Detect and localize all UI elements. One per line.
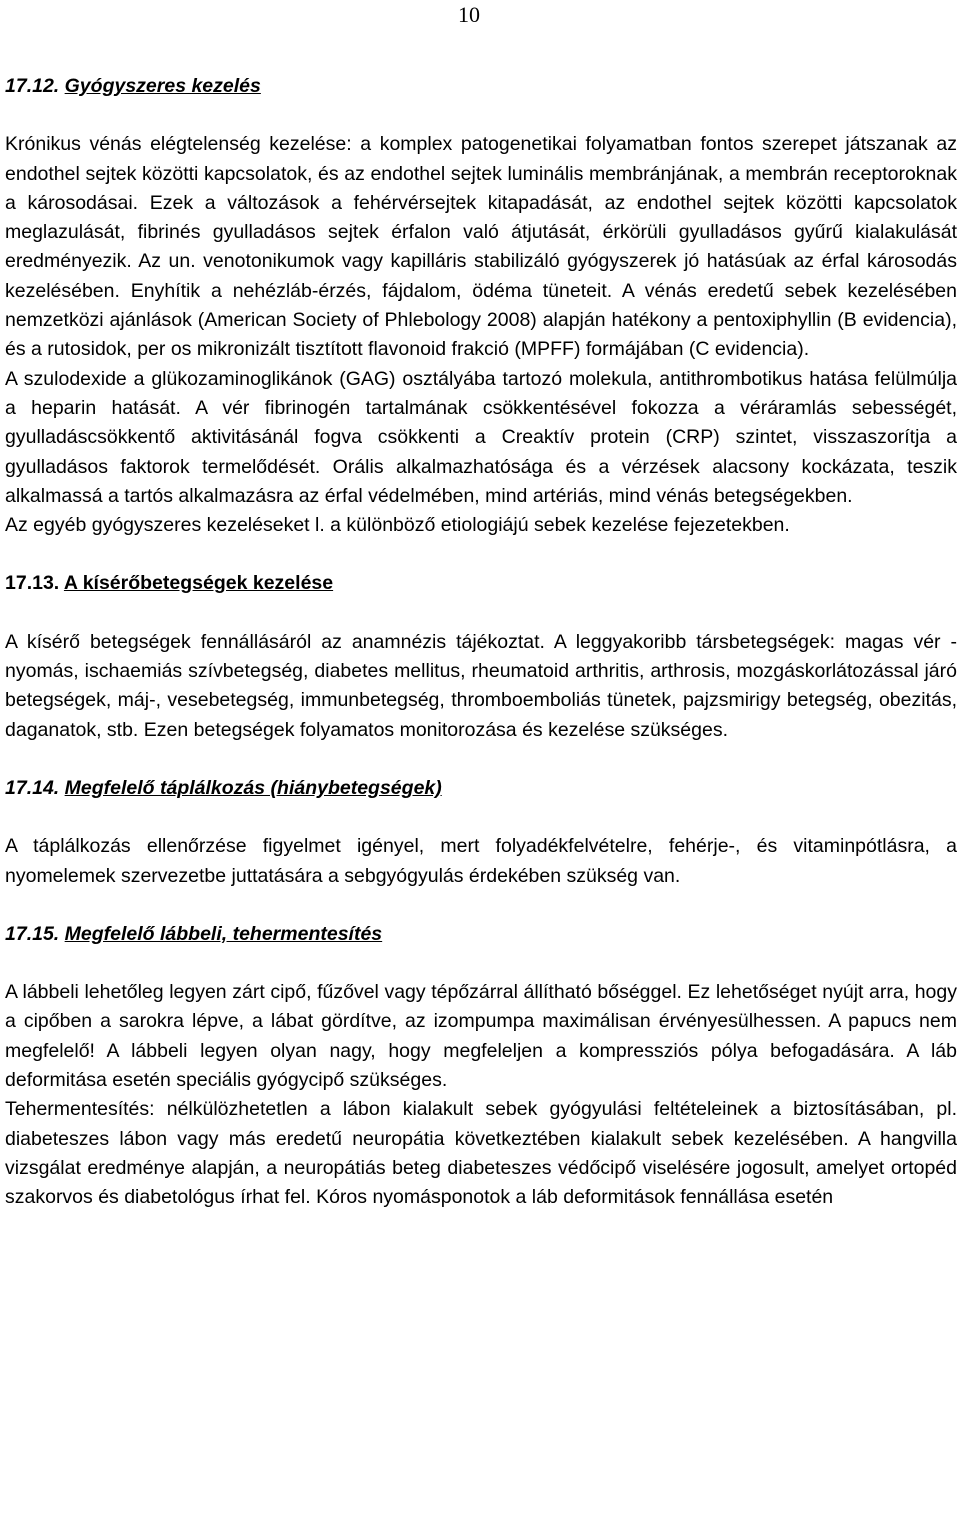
section-heading-17-15 — [5, 920, 957, 949]
document-body — [5, 72, 957, 1213]
section-number: 17.13. — [5, 572, 60, 595]
paragraph-chronic-venous: Krónikus vénás elégtelenség kezelése: a komplex patogenetikai folyamatban fontos szerepet játszanak az endothel sejtek közötti kapcsolatok, és az endothel sejtek luminális membránjának, a membrán receptoroknak a károsodásai. Ezek a változások a fehérvérsejtek kitapadását, az endothel sejtek közötti kapcsolatok meglazulását, fibrinés gyulladásos sejtek érfalon való átjutását, érkörüli gyulladásos gyűrű kialakulását eredményezik. Az un. venotonikumok vagy kapilláris stabilizáló gyógyszerek jó hatásúak az érfal károsodás kezelésében. Enyhítik a nehézláb-érzés, fájdalom, ödéma tüneteit. A vénás eredetű sebek kezelésében nemzetközi ajánlások (American Society of Phlebology 2008) alapján hatékony a pentoxiphyllin (B evidencia), és a rutosidok, per os mikronizált tisztított flavonoid frakció (MPFF) formájában (C evidencia). — [5, 133, 957, 361]
section-title: Megfelelő táplálkozás (hiánybetegségek) — [64, 776, 442, 799]
page-number: 10 — [458, 2, 480, 27]
section-title: A kísérőbetegségek kezelése — [63, 572, 334, 595]
paragraph-comorbidities: A kísérő betegségek fennállásáról az anamnézis tájékoztat. A leggyakoribb társbetegségek: magas vér - nyomás, ischaemiás szívbetegség, diabetes mellitus, rheumatoid arthritis, arthrosis, mozgáskorlátozással járó betegségek, máj-, vesebetegség, immunbetegség, thromboemboliás tünetek, pajzsmirigy betegség, obezitás, daganatok, stb. Ezen betegségek folyamatos monitorozása és kezelése szükséges. — [5, 630, 957, 741]
section-heading-17-14 — [5, 774, 957, 803]
section-number: 17.12. — [5, 75, 60, 97]
section-title: Gyógyszeres kezelés — [64, 75, 261, 97]
paragraph-other-treatments: Az egyéb gyógyszeres kezeléseket l. a különböző etiologiájú sebek kezelése fejezetekben. — [5, 514, 790, 537]
section-number: 17.14. — [5, 776, 60, 799]
paragraph-offloading: Tehermentesítés: nélkülözhetetlen a lábon kialakult sebek gyógyulási feltételeinek a biztosításában, pl. diabeteszes lábon vagy más eredetű neuropátia következtében kialakult sebek kezelésében. A hangvilla vizsgálat eredménye alapján, a neuropátiás beteg diabeteszes védőcipő viselésére jogosult, amelyet ortopéd szakorvos és diabetológus írhat fel. Kóros nyomásponotok a láb deformitások fennállása esetén — [5, 1098, 957, 1209]
paragraph-footwear: A lábbeli lehetőleg legyen zárt cipő, fűzővel vagy tépőzárral állítható bőséggel. Ez lehetőséget nyújt arra, hogy a cipőben a sarokra lépve, a lábat gördítve, az izompumpa maximálisan érvényesülhessen. A papucs nem megfelelő! A lábbeli legyen olyan nagy, hogy megfeleljen a kompressziós pólya befogadására. A láb deformitása esetén speciális gyógycipő szükséges. — [5, 981, 957, 1092]
section-heading-17-13 — [5, 569, 957, 598]
paragraph-nutrition: A táplálkozás ellenőrzése figyelmet igényel, mert folyadékfelvételre, fehérje-, és vitaminpótlásra, a nyomelemek szervezetbe juttatására a sebgyógyulás érdekében szükség van. — [5, 835, 957, 887]
paragraph-sulodexide: A szulodexide a glükozaminoglikánok (GAG) osztályába tartozó molekula, antithrombotikus hatása felülmúlja a heparin hatását. A vér fibrinogén tartalmának csökkentésével fokozza a véráramlás sebességét, gyulladáscsökkentő aktivitásánál fogva csökkenti a Creaktív protein (CRP) szintet, visszaszorítja a gyulladásos faktorok termelődését. Orális alkalmazhatósága és a vérzések alacsony kockázata, teszik alkalmassá a tartós alkalmazásra az érfal védelmében, mind artériás, mind vénás betegségekben. — [5, 367, 957, 507]
section-title: Megfelelő lábbeli, tehermentesítés — [64, 922, 383, 945]
section-number: 17.15. — [5, 922, 60, 945]
section-heading-17-12 — [5, 72, 957, 101]
